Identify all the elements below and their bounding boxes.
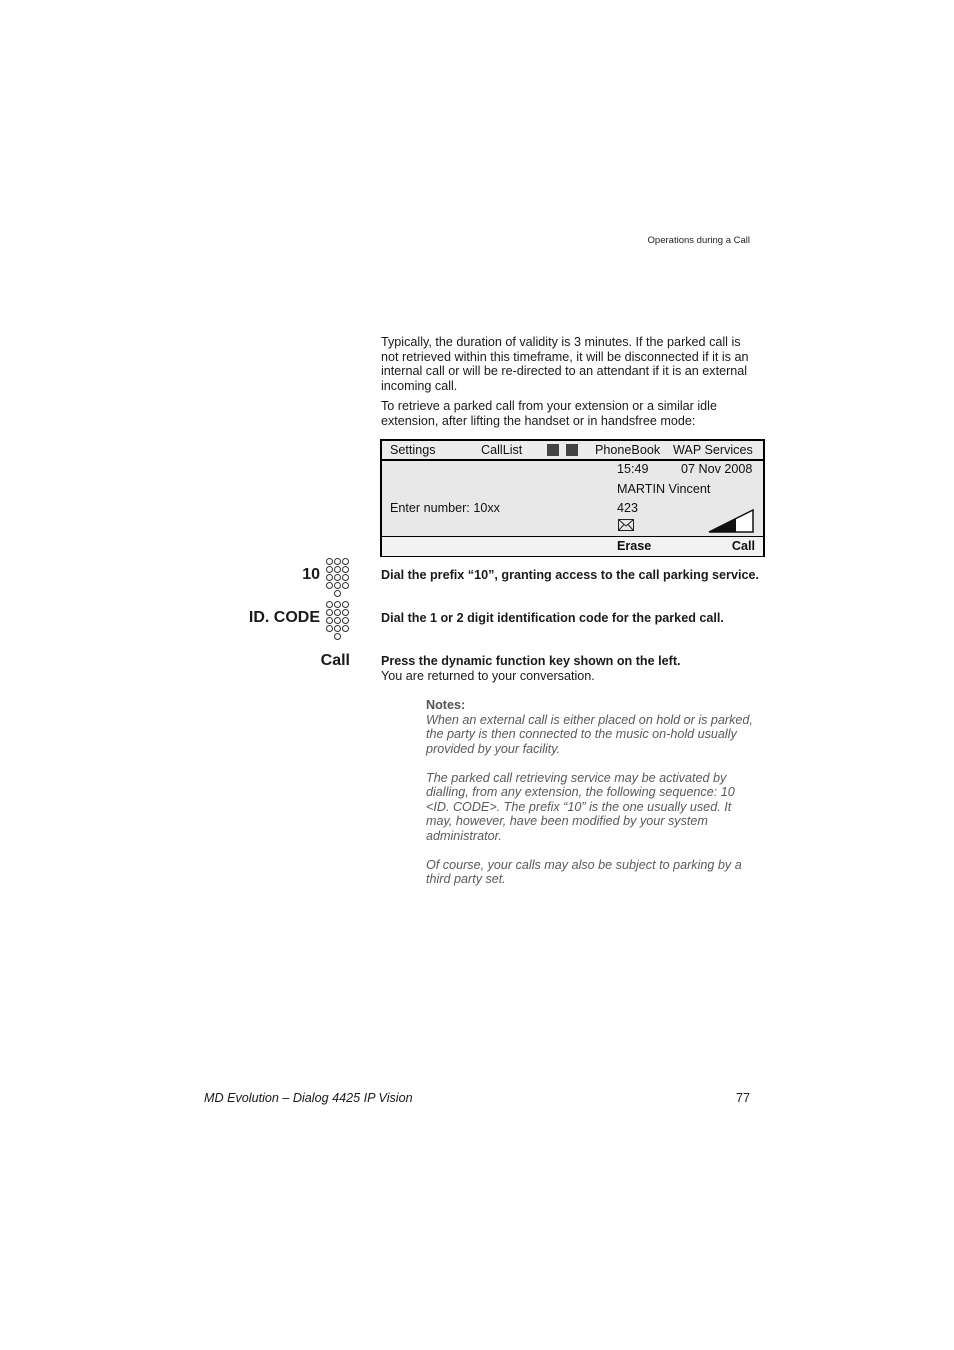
- running-header: Operations during a Call: [647, 235, 750, 246]
- menu-settings[interactable]: Settings: [390, 443, 436, 457]
- footer-title: MD Evolution – Dialog 4425 IP Vision: [204, 1091, 413, 1105]
- prompt-label: Enter number:: [390, 501, 470, 515]
- step-label-prefix: 10: [302, 566, 320, 583]
- menu-block-icon: [547, 444, 559, 456]
- notes-block: [426, 698, 756, 901]
- step-subtext-call: You are returned to your conversation.: [381, 669, 595, 683]
- step-instruction-prefix: Dial the prefix “10”, granting access to the call parking service.: [381, 568, 759, 582]
- softkey-erase[interactable]: Erase: [617, 539, 652, 553]
- step-instruction-id-code: Dial the 1 or 2 digit identification code for the parked call.: [381, 611, 724, 625]
- display-date: 07 Nov 2008: [681, 462, 753, 476]
- note-item: Of course, your calls may also be subject to parking by a third party set.: [426, 857, 742, 886]
- softkey-call[interactable]: Call: [731, 539, 755, 553]
- keypad-icon: [326, 601, 349, 640]
- menu-calllist[interactable]: CallList: [481, 443, 523, 457]
- menu-block-icon: [566, 444, 578, 456]
- envelope-icon: [618, 519, 634, 531]
- display-time: 15:49: [617, 462, 649, 476]
- display-prompt: [390, 501, 500, 515]
- step-instruction-call: Press the dynamic function key shown on the left.: [381, 654, 681, 668]
- display-caller-name: MARTIN Vincent: [617, 482, 711, 496]
- display-menu-bar: [382, 441, 763, 461]
- phone-display: [380, 439, 765, 557]
- display-extension: 423: [617, 501, 639, 515]
- note-item: When an external call is either placed on hold or is parked, the party is then connected to the music on-hold usually provided by your facility.: [426, 712, 753, 756]
- notes-title: Notes:: [426, 698, 466, 712]
- menu-wap-services[interactable]: WAP Services: [673, 443, 753, 457]
- prompt-value: 10xx: [473, 501, 500, 515]
- display-softkey-bar: [382, 536, 763, 556]
- note-item: The parked call retrieving service may be activated by dialling, from any extension, the following sequence: 10 <ID. CODE>. The prefix “10” is the one usually used. It may, however, have been modified by your system administrator.: [426, 770, 735, 843]
- page-number: 77: [735, 1091, 750, 1105]
- menu-phonebook[interactable]: PhoneBook: [595, 443, 661, 457]
- keypad-icon: [326, 558, 349, 597]
- paragraph-validity: Typically, the duration of validity is 3 minutes. If the parked call is not retrieved within this timeframe, it will be disconnected if it is an internal call or will be re-directed to an attendant if it is an external incoming call.: [381, 335, 749, 393]
- paragraph-retrieve: To retrieve a parked call from your extension or a similar idle extension, after lifting the handset or in handsfree mode:: [381, 399, 717, 428]
- signal-strength-icon: [708, 509, 754, 533]
- step-label-id-code: ID. CODE: [248, 609, 320, 626]
- step-label-call: Call: [320, 652, 350, 669]
